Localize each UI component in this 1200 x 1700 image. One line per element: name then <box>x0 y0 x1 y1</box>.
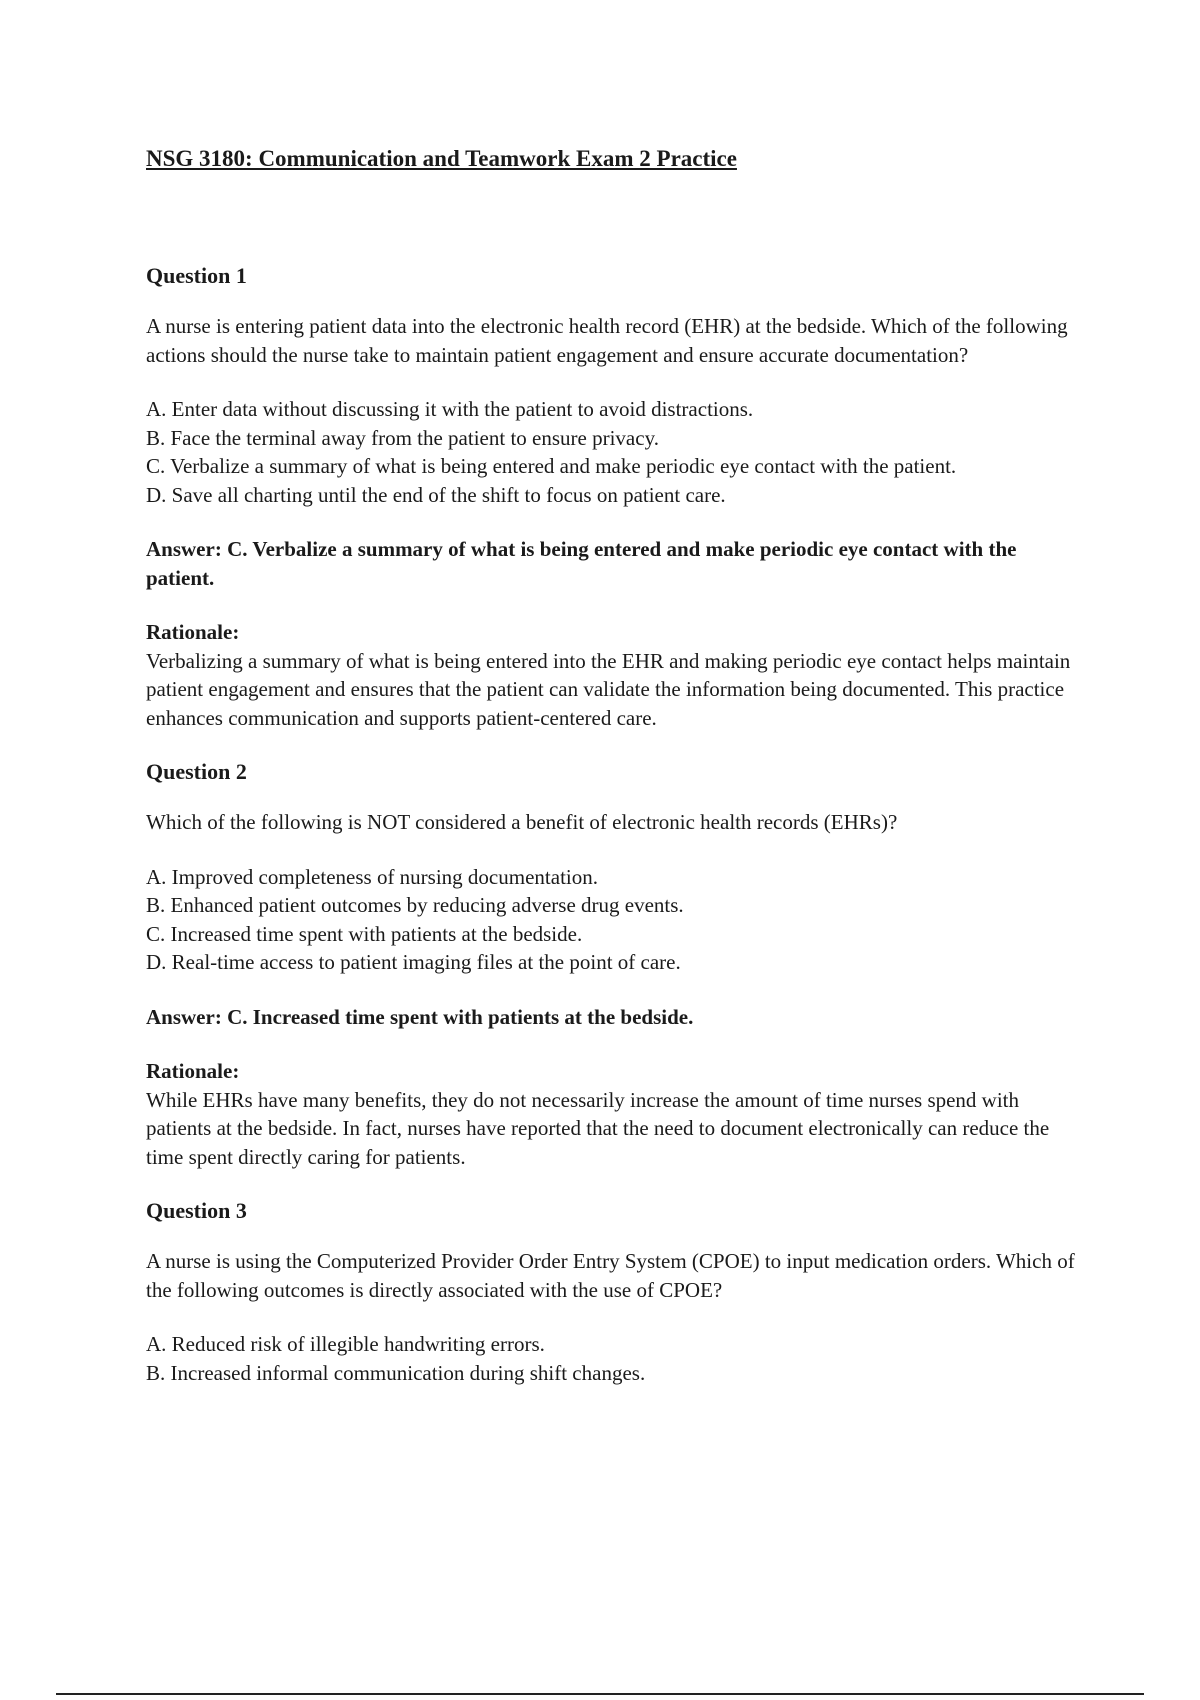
answer-options <box>146 1330 1086 1387</box>
rationale-label: Rationale: <box>146 1059 240 1083</box>
question-heading: Question 1 <box>146 263 247 288</box>
question-1 <box>146 262 1086 732</box>
rationale-text: Verbalizing a summary of what is being entered into the EHR and making periodic eye contact helps maintain patient engagement and ensures that the patient can validate the information being documented. This practice enhances communication and supports patient-centered care. <box>146 648 1071 730</box>
question-heading: Question 2 <box>146 759 247 784</box>
option-b: B. Face the terminal away from the patient to ensure privacy. <box>146 425 659 450</box>
question-2 <box>146 758 1086 1171</box>
option-a: A. Enter data without discussing it with the patient to avoid distractions. <box>146 397 754 421</box>
option-d: D. Save all charting until the end of the shift to focus on patient care. <box>146 482 726 507</box>
question-heading: Question 3 <box>146 1198 247 1223</box>
option-a: A. Improved completeness of nursing documentation. <box>146 864 598 889</box>
option-d: D. Real-time access to patient imaging files at the point of care. <box>146 950 681 974</box>
answer-text: Answer: C. Increased time spent with patients at the bedside. <box>146 1004 694 1029</box>
answer-options <box>146 863 1086 977</box>
option-c: C. Increased time spent with patients at the bedside. <box>146 921 583 946</box>
rationale-text: While EHRs have many benefits, they do not necessarily increase the amount of time nurses spend with patients at the bedside. In fact, nurses have reported that the need to document electronically can reduce the time spent directly caring for patients. <box>146 1087 1050 1169</box>
option-c: C. Verbalize a summary of what is being entered and make periodic eye contact with the patient. <box>146 454 957 478</box>
question-text: Which of the following is NOT considered a benefit of electronic health records (EHRs)? <box>146 810 898 834</box>
question-text: A nurse is entering patient data into the electronic health record (EHR) at the bedside. Which of the following actions should the nurse take to maintain patient engagement and ensure accurate documentation? <box>146 314 1068 367</box>
option-b: B. Enhanced patient outcomes by reducing adverse drug events. <box>146 893 684 917</box>
question-text: A nurse is using the Computerized Provider Order Entry System (CPOE) to input medication orders. Which of the following outcomes is directly associated with the use of CPOE? <box>146 1249 1075 1302</box>
page-bottom-divider <box>56 1693 1144 1695</box>
document-title: NSG 3180: Communication and Teamwork Exam 2 Practice <box>146 146 737 171</box>
option-b: B. Increased informal communication during shift changes. <box>146 1360 646 1385</box>
question-3 <box>146 1197 1086 1387</box>
rationale-label: Rationale: <box>146 620 240 644</box>
option-a: A. Reduced risk of illegible handwriting errors. <box>146 1332 545 1356</box>
answer-options <box>146 395 1086 509</box>
answer-text: Answer: C. Verbalize a summary of what is being entered and make periodic eye contact with the patient. <box>146 537 1017 590</box>
document-page <box>146 142 1086 1413</box>
